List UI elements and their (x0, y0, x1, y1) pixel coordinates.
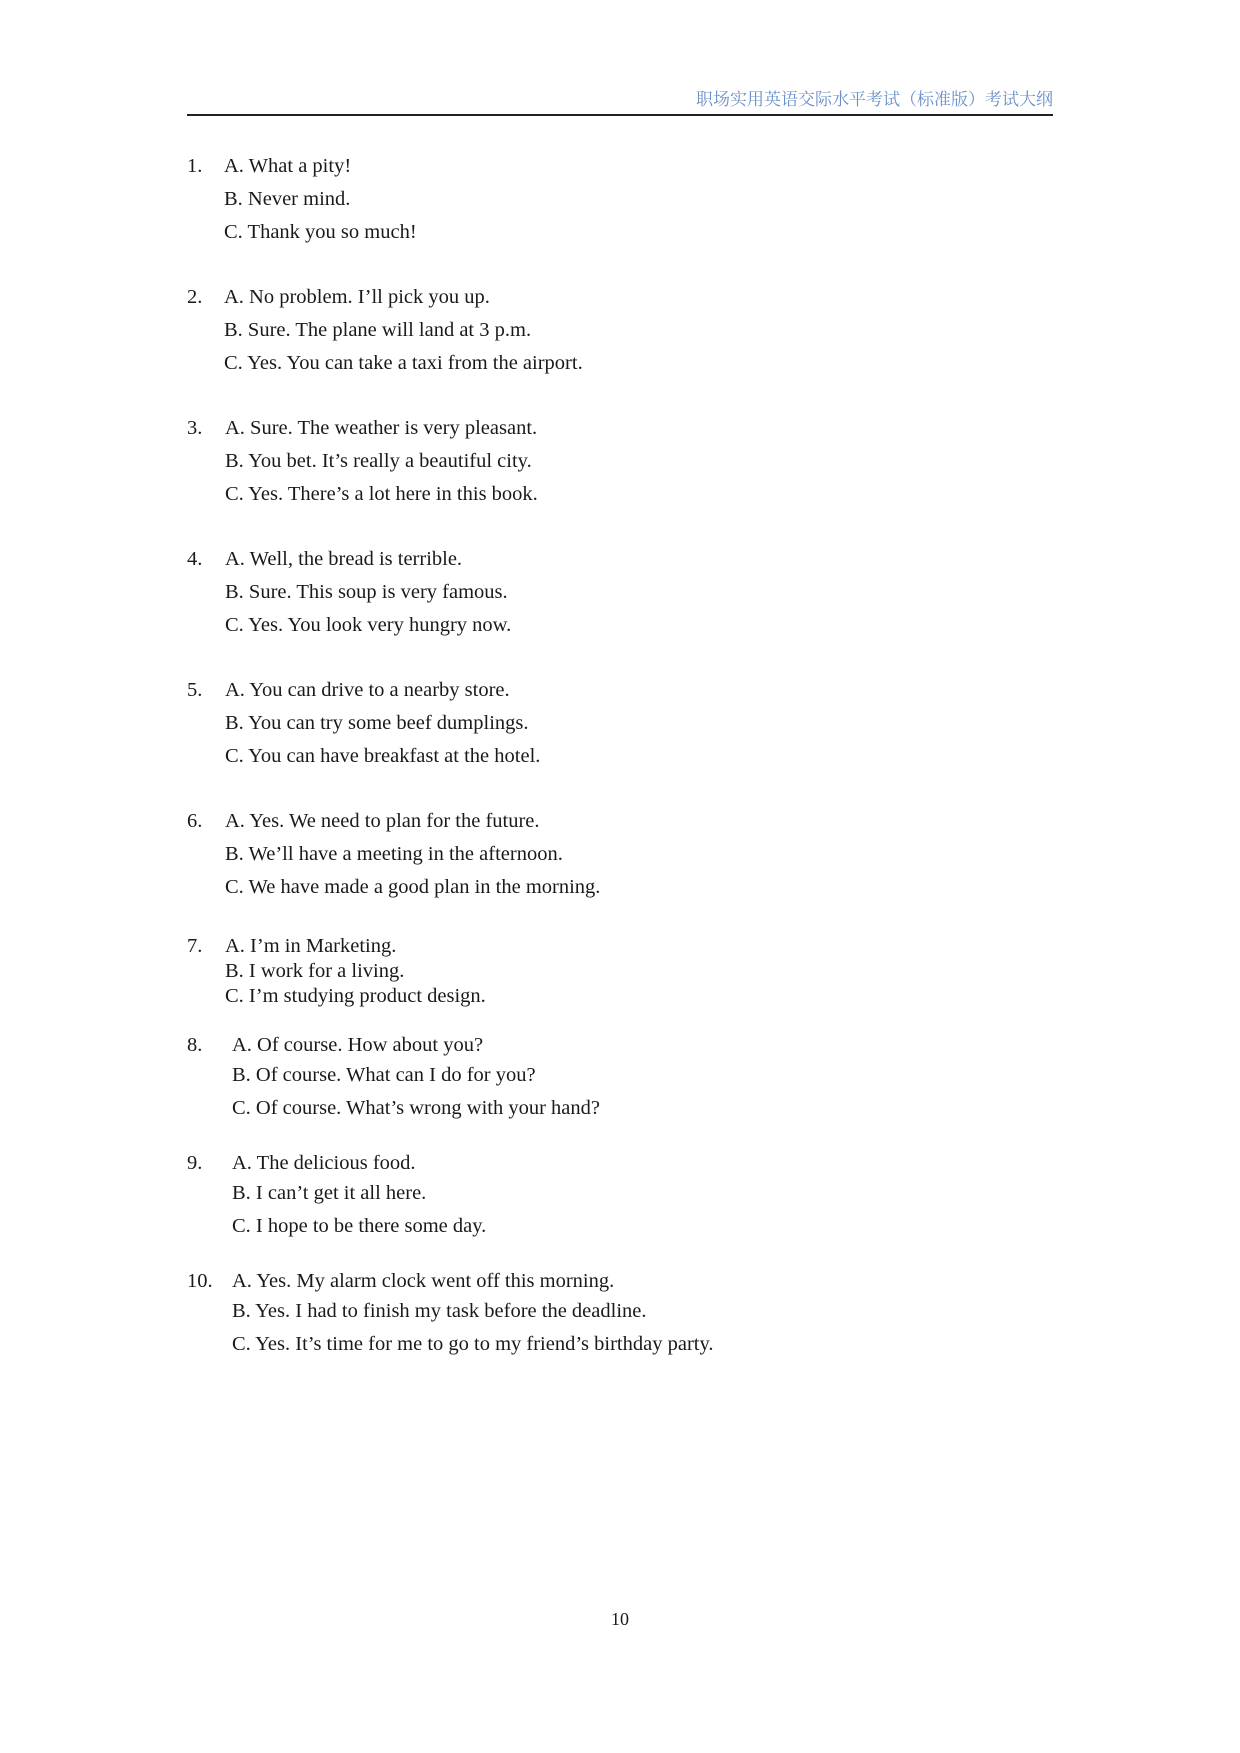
question-4 (187, 543, 1053, 642)
option-c: C. You can have breakfast at the hotel. (225, 745, 541, 767)
question-list (187, 150, 1053, 1361)
question-number: 2. (187, 286, 203, 308)
running-header: 职场实用英语交际水平考试（标准版）考试大纲 (696, 90, 1053, 110)
option-list (187, 934, 1053, 1009)
option-c: C. Yes. You look very hungry now. (225, 614, 512, 636)
option-a: A. What a pity! (224, 155, 352, 177)
option-a: A. The delicious food. (232, 1152, 416, 1174)
option-list (187, 1267, 1053, 1361)
option-a: A. Of course. How about you? (232, 1034, 484, 1056)
question-number: 5. (187, 679, 203, 701)
option-list (187, 150, 1053, 249)
question-1 (187, 150, 1053, 249)
option-b: B. You can try some beef dumplings. (225, 712, 529, 734)
question-8 (187, 1031, 1053, 1125)
option-c: C. Yes. It’s time for me to go to my friend’s birthday party. (232, 1333, 714, 1355)
option-a: A. No problem. I’ll pick you up. (224, 286, 490, 308)
option-b: B. Sure. This soup is very famous. (225, 581, 508, 603)
option-list (187, 1031, 1053, 1125)
question-number: 6. (187, 810, 203, 832)
page-number: 10 (611, 1609, 629, 1629)
question-number: 3. (187, 417, 203, 439)
option-list (187, 412, 1053, 511)
option-b: B. I work for a living. (225, 960, 405, 982)
option-list (187, 1149, 1053, 1243)
question-number: 4. (187, 548, 203, 570)
option-a: A. Yes. We need to plan for the future. (225, 810, 540, 832)
question-6 (187, 805, 1053, 904)
question-2 (187, 281, 1053, 380)
option-b: B. You bet. It’s really a beautiful city. (225, 450, 532, 472)
option-b: B. Never mind. (224, 188, 351, 210)
option-c: C. I’m studying product design. (225, 985, 486, 1007)
question-number: 8. (187, 1034, 203, 1056)
option-c: C. Of course. What’s wrong with your hand? (232, 1097, 600, 1119)
option-c: C. We have made a good plan in the morning. (225, 876, 601, 898)
option-a: A. Sure. The weather is very pleasant. (225, 417, 538, 439)
option-a: A. I’m in Marketing. (225, 935, 397, 957)
option-c: C. Yes. There’s a lot here in this book. (225, 483, 538, 505)
option-list (187, 543, 1053, 642)
header-divider (187, 114, 1053, 116)
option-c: C. Thank you so much! (224, 221, 417, 243)
question-3 (187, 412, 1053, 511)
question-number: 1. (187, 155, 203, 177)
option-list (187, 674, 1053, 773)
option-b: B. Of course. What can I do for you? (232, 1064, 536, 1086)
option-b: B. I can’t get it all here. (232, 1182, 427, 1204)
option-a: A. You can drive to a nearby store. (225, 679, 510, 701)
option-b: B. Yes. I had to finish my task before the deadline. (232, 1300, 647, 1322)
question-number: 7. (187, 935, 203, 957)
option-c: C. I hope to be there some day. (232, 1215, 487, 1237)
option-list (187, 805, 1053, 904)
option-b: B. Sure. The plane will land at 3 p.m. (224, 319, 532, 341)
question-5 (187, 674, 1053, 773)
option-a: A. Well, the bread is terrible. (225, 548, 463, 570)
option-a: A. Yes. My alarm clock went off this morning. (232, 1270, 615, 1292)
option-b: B. We’ll have a meeting in the afternoon. (225, 843, 563, 865)
question-7 (187, 934, 1053, 1009)
question-9 (187, 1149, 1053, 1243)
option-list (187, 281, 1053, 380)
question-number: 10. (187, 1270, 213, 1292)
option-c: C. Yes. You can take a taxi from the airport. (224, 352, 583, 374)
question-number: 9. (187, 1152, 203, 1174)
question-10 (187, 1267, 1053, 1361)
